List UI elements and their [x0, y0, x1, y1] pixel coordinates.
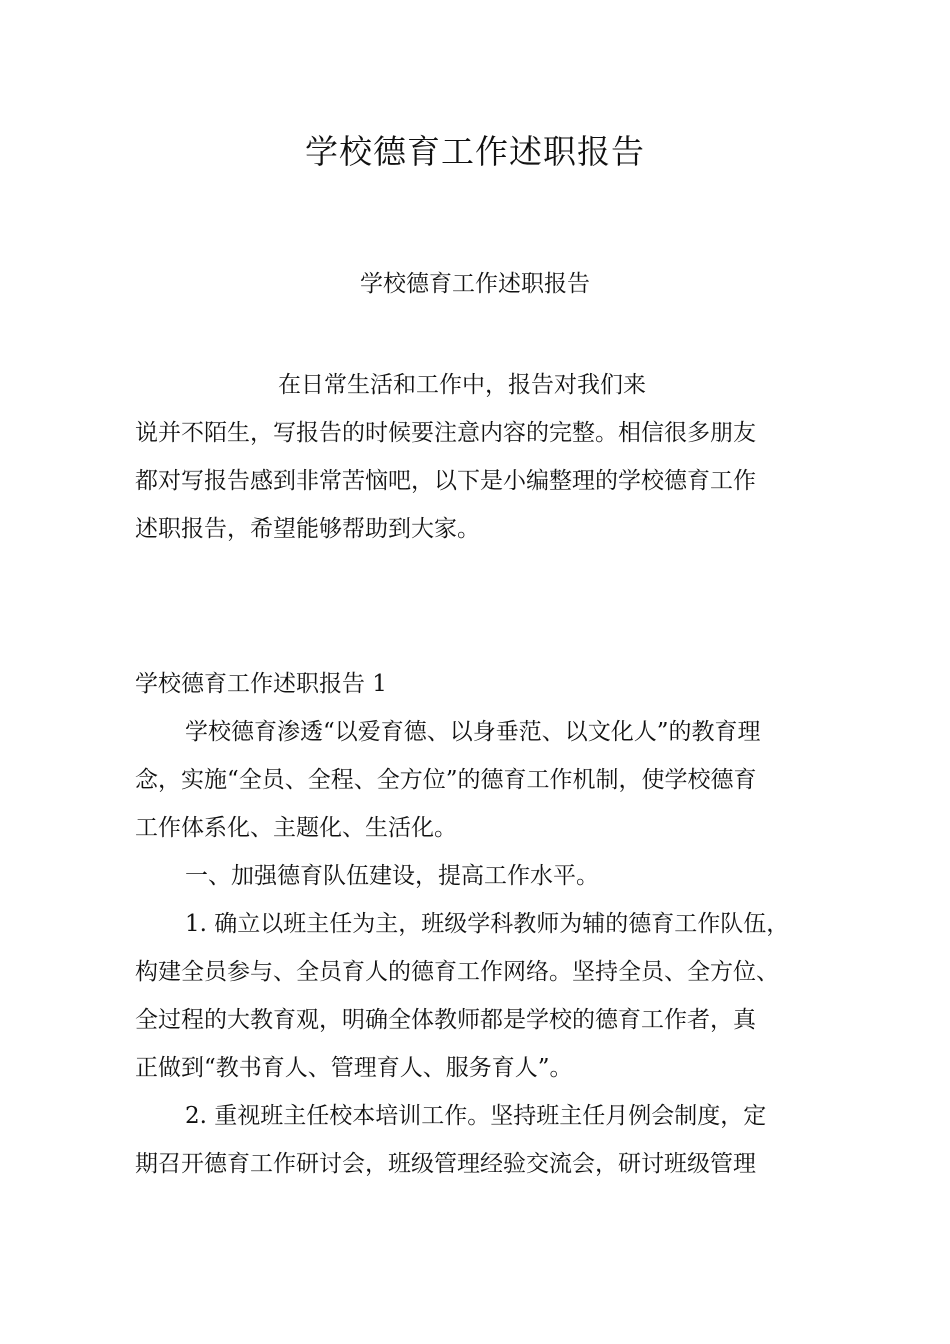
paragraph-line: 构建全员参与、全员育人的德育工作网络。坚持全员、全方位、	[135, 959, 779, 985]
paragraph-line: 学校德育渗透“以爱育德、以身垂范、以文化人”的教育理	[185, 719, 761, 745]
paragraph-line: 正做到“教书育人、管理育人、服务育人”。	[135, 1055, 573, 1081]
intro-line: 都对写报告感到非常苦恼吧，以下是小编整理的学校德育工作	[135, 468, 756, 494]
section-heading: 学校德育工作述职报告 1	[135, 671, 387, 697]
report-section-1	[135, 660, 835, 1188]
paragraph-line: 念，实施“全员、全程、全方位”的德育工作机制，使学校德育	[135, 767, 757, 793]
intro-line: 说并不陌生，写报告的时候要注意内容的完整。相信很多朋友	[135, 420, 756, 446]
intro-line: 述职报告，希望能够帮助到大家。	[135, 516, 480, 542]
document-subtitle: 学校德育工作述职报告	[360, 271, 590, 297]
paragraph-line: 1. 确立以班主任为主，班级学科教师为辅的德育工作队伍，	[185, 911, 790, 937]
intro-first-line: 在日常生活和工作中，报告对我们来	[278, 372, 646, 398]
intro-paragraph	[135, 409, 835, 553]
document-title: 学校德育工作述职报告	[305, 132, 645, 171]
paragraph-line: 工作体系化、主题化、生活化。	[135, 815, 457, 841]
paragraph-line: 期召开德育工作研讨会，班级管理经验交流会，研讨班级管理	[135, 1151, 756, 1177]
subheading-line: 一、加强德育队伍建设，提高工作水平。	[185, 863, 599, 889]
paragraph-line: 全过程的大教育观，明确全体教师都是学校的德育工作者，真	[135, 1007, 756, 1033]
paragraph-line: 2. 重视班主任校本培训工作。坚持班主任月例会制度，定	[185, 1103, 767, 1129]
